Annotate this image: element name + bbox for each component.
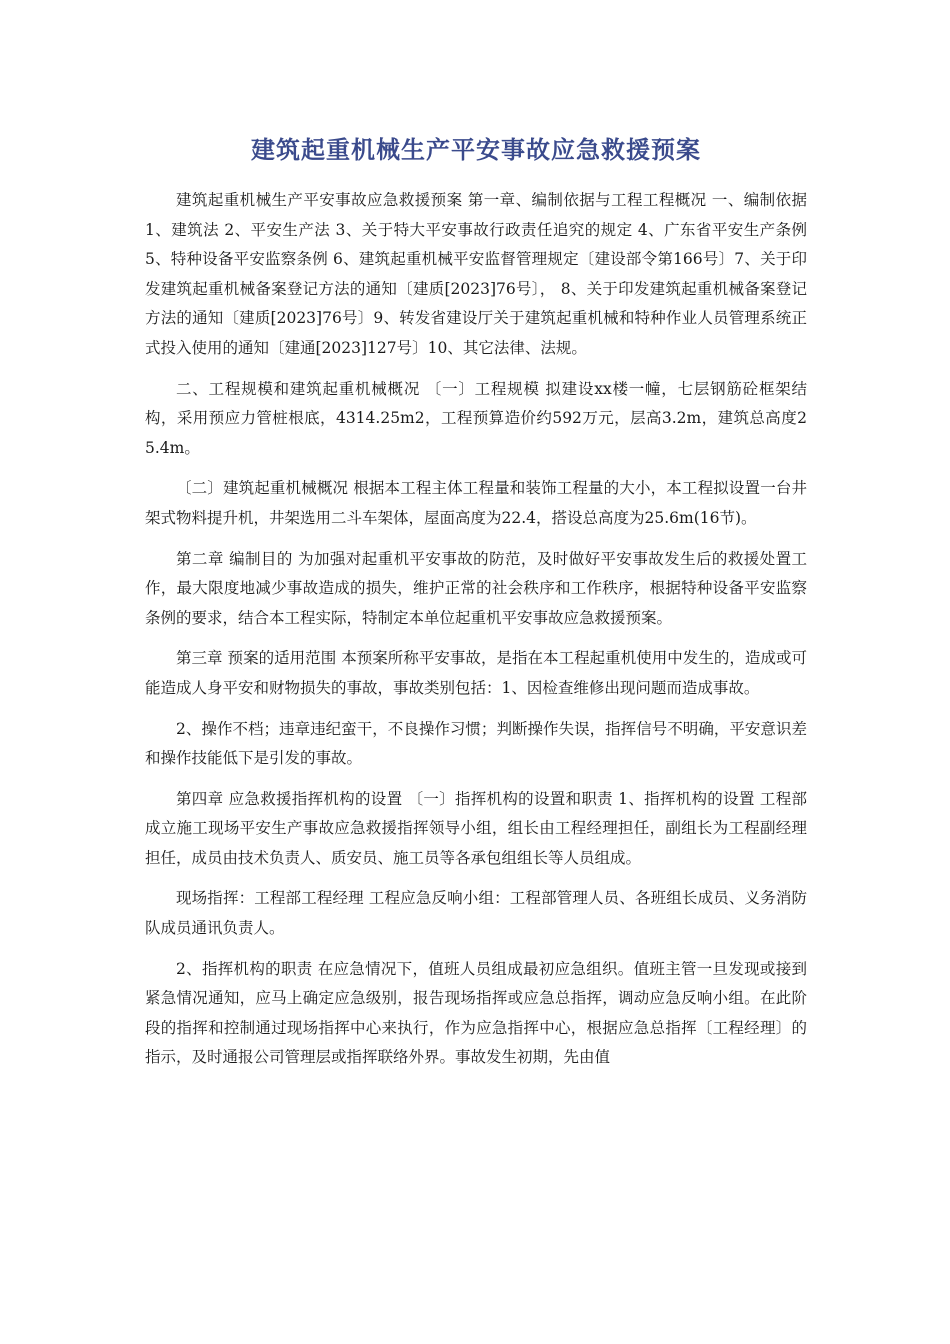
paragraph-scale: 二、工程规模和建筑起重机械概况 〔一〕工程规模 拟建设xx楼一幢，七层钢筋砼框架结构，采用预应力管桩根底，4314.25m2，工程预算造价约592万元，层高3.2m，建筑总高度25.4m。 bbox=[145, 379, 807, 457]
paragraph-causes: 2、操作不档；违章违纪蛮干，不良操作习惯；判断操作失误，指挥信号不明确，平安意识差和操作技能低下是引发的事故。 bbox=[145, 719, 807, 768]
paragraph-machinery: 〔二〕建筑起重机械概况 根据本工程主体工程量和装饰工程量的大小，本工程拟设置一台井架式物料提升机，井架选用二斗车架体，屋面高度为22.4，搭设总高度为25.6m(16节)。 bbox=[145, 479, 807, 527]
paragraph-command-setup: 第四章 应急救援指挥机构的设置 〔一〕指挥机构的设置和职责 1、指挥机构的设置 工程部成立施工现场平安生产事故应急救援指挥领导小组，组长由工程经理担任，副组长为工程副经理担任，成员由技术负责人、质安员、施工员等各承包组组长等人员组成。 bbox=[145, 789, 807, 867]
paragraph-scope: 第三章 预案的适用范围 本预案所称平安事故，是指在本工程起重机使用中发生的，造成或可能造成人身平安和财物损失的事故，事故类别包括：1、因检查维修出现问题而造成事故。 bbox=[145, 649, 807, 697]
paragraph-basis: 建筑起重机械生产平安事故应急救援预案 第一章、编制依据与工程工程概况 一、编制依据 1、建筑法 2、平安生产法 3、关于特大平安事故行政责任追究的规定 4、广东省平安生产条例 5、特种设备平安监察条例 6、建筑起重机械平安监督管理规定〔建设部令第166号〕7、关于印发建筑起重机械备案登记方法的通知〔建质[2023]76号〕， 8、关于印发建筑起重机械备案登记方法的通知〔建质[2023]76号〕9、转发省建设厅关于建筑起重机械和特种作业人员管理系统正式投入使用的通知〔建通[2023]127号〕10、其它法律、法规。 bbox=[145, 191, 807, 357]
paragraph-command-duties: 2、指挥机构的职责 在应急情况下，值班人员组成最初应急组织。值班主管一旦发现或接到紧急情况通知，应马上确定应急级别，报告现场指挥或应急总指挥，调动应急反响小组。在此阶段的指挥和控制通过现场指挥中心来执行，作为应急指挥中心，根据应急总指挥〔工程经理〕的指示，及时通报公司管理层或指挥联络外界。事故发生初期，先由值 bbox=[145, 959, 807, 1067]
paragraph-site-command: 现场指挥：工程部工程经理 工程应急反响小组：工程部管理人员、各班组长成员、义务消防队成员通讯负责人。 bbox=[145, 889, 807, 938]
document-title: 建筑起重机械生产平安事故应急救援预案 bbox=[251, 136, 701, 164]
document-page bbox=[145, 128, 807, 1084]
paragraph-purpose: 第二章 编制目的 为加强对起重机平安事故的防范，及时做好平安事故发生后的救援处置工作，最大限度地减少事故造成的损失，维护正常的社会秩序和工作秩序，根据特种设备平安监察条例的要求，结合本工程实际，特制定本单位起重机平安事故应急救援预案。 bbox=[145, 549, 807, 627]
